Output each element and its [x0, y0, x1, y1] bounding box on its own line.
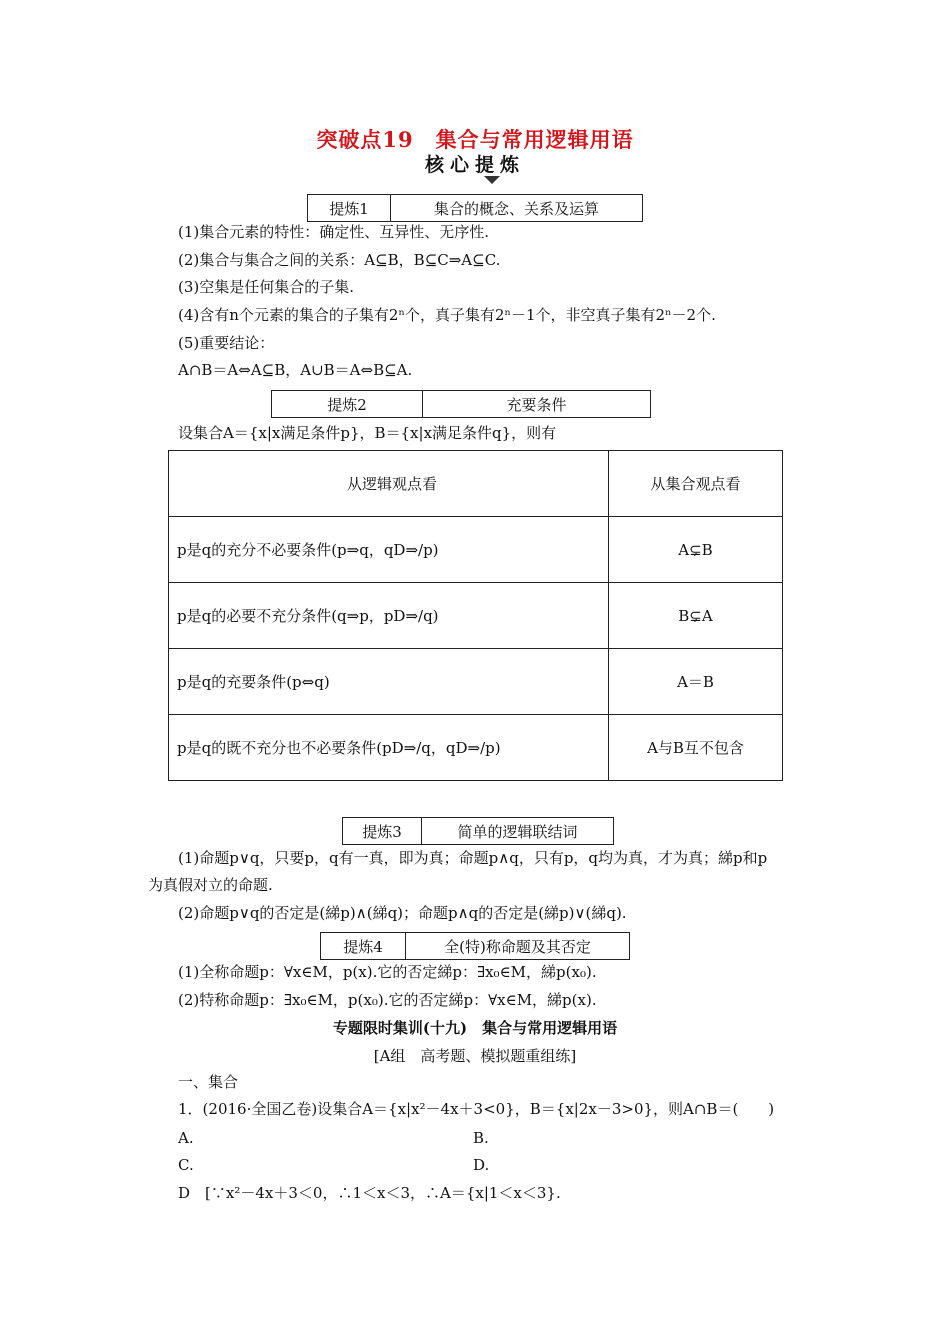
page-title: 突破点19 集合与常用逻辑用语: [316, 127, 634, 152]
box-tilian-4: [320, 932, 630, 960]
table-header: 从集合观点看: [609, 451, 783, 517]
table-cell: A⊊B: [609, 517, 783, 583]
answer-line: D [∵x²－4x＋3＜0，∴1＜x＜3，∴A＝{x|1＜x＜3}.: [178, 1184, 561, 1202]
triangle-down-icon: [484, 176, 500, 184]
table-cell: A＝B: [609, 649, 783, 715]
sec1-line-2: (2)集合与集合之间的关系：A⊆B，B⊆C⇒A⊆C.: [178, 251, 501, 269]
table-row: [169, 715, 783, 781]
table-cell: B⊊A: [609, 583, 783, 649]
box-tilian-3: [342, 817, 614, 845]
table-row: [169, 583, 783, 649]
option-d: D.: [473, 1156, 490, 1174]
table-cell: p是q的充要条件(p⇔q): [169, 649, 609, 715]
table-cell: p是q的既不充分也不必要条件(pD⇒/q，qD⇒/p): [169, 715, 609, 781]
table-header: 从逻辑观点看: [169, 451, 609, 517]
section-subtitle: 核心提炼: [424, 154, 525, 176]
box-tilian-2: [271, 390, 651, 418]
training-title: 专题限时集训(十九) 集合与常用逻辑用语: [332, 1019, 618, 1037]
sec3-line-2: 为真假对立的命题.: [148, 876, 273, 894]
option-b: B.: [473, 1129, 489, 1147]
sec4-line-1: (1)全称命题p：∀x∈M，p(x).它的否定綈p：∃x₀∈M，綈p(x₀).: [178, 963, 597, 981]
sec4-line-2: (2)特称命题p：∃x₀∈M，p(x₀).它的否定綈p：∀x∈M，綈p(x).: [178, 991, 597, 1009]
box-label: 提炼1: [308, 195, 391, 221]
box-label: 提炼4: [321, 933, 406, 959]
box-text: 集合的概念、关系及运算: [433, 199, 599, 218]
option-a: A.: [178, 1129, 194, 1147]
sec2-intro: 设集合A＝{x|x满足条件p}，B＝{x|x满足条件q}，则有: [178, 424, 557, 442]
box-tilian-1: [307, 194, 643, 222]
box-label: 提炼3: [343, 818, 422, 844]
condition-table: [168, 450, 783, 781]
sec3-line-1: (1)命题p∨q，只要p，q有一真，即为真；命题p∧q，只有p，q均为真，才为真；綈p和p: [178, 849, 768, 867]
table-cell: A与B互不包含: [609, 715, 783, 781]
part-heading: 一、集合: [178, 1073, 239, 1091]
box-text: 全(特)称命题及其否定: [444, 937, 591, 956]
box-text: 简单的逻辑联结词: [457, 822, 578, 841]
sec1-line-4: (4)含有n个元素的集合的子集有2ⁿ个，真子集有2ⁿ－1个，非空真子集有2ⁿ－2个.: [178, 306, 716, 324]
table-cell: p是q的充分不必要条件(p⇒q，qD⇒/p): [169, 517, 609, 583]
table-row: [169, 517, 783, 583]
table-row: [169, 649, 783, 715]
question-1: 1．(2016·全国乙卷)设集合A＝{x|x²－4x＋3<0}，B＝{x|2x－3>0}，则A∩B＝( ): [178, 1100, 775, 1118]
sec1-line-6: A∩B＝A⇔A⊆B，A∪B＝A⇔B⊆A.: [178, 361, 413, 379]
box-label: 提炼2: [272, 391, 423, 417]
group-label: [A组 高考题、模拟题重组练]: [373, 1047, 577, 1065]
sec1-line-3: (3)空集是任何集合的子集.: [178, 278, 355, 296]
sec3-line-3: (2)命题p∨q的否定是(綈p)∧(綈q)；命题p∧q的否定是(綈p)∨(綈q).: [178, 904, 627, 922]
sec1-line-5: (5)重要结论：: [178, 334, 275, 352]
sec1-line-1: (1)集合元素的特性：确定性、互异性、无序性.: [178, 223, 490, 241]
box-text: 充要条件: [506, 395, 567, 414]
table-header-row: [169, 451, 783, 517]
option-c: C.: [178, 1156, 194, 1174]
table-cell: p是q的必要不充分条件(q⇒p，pD⇒/q): [169, 583, 609, 649]
